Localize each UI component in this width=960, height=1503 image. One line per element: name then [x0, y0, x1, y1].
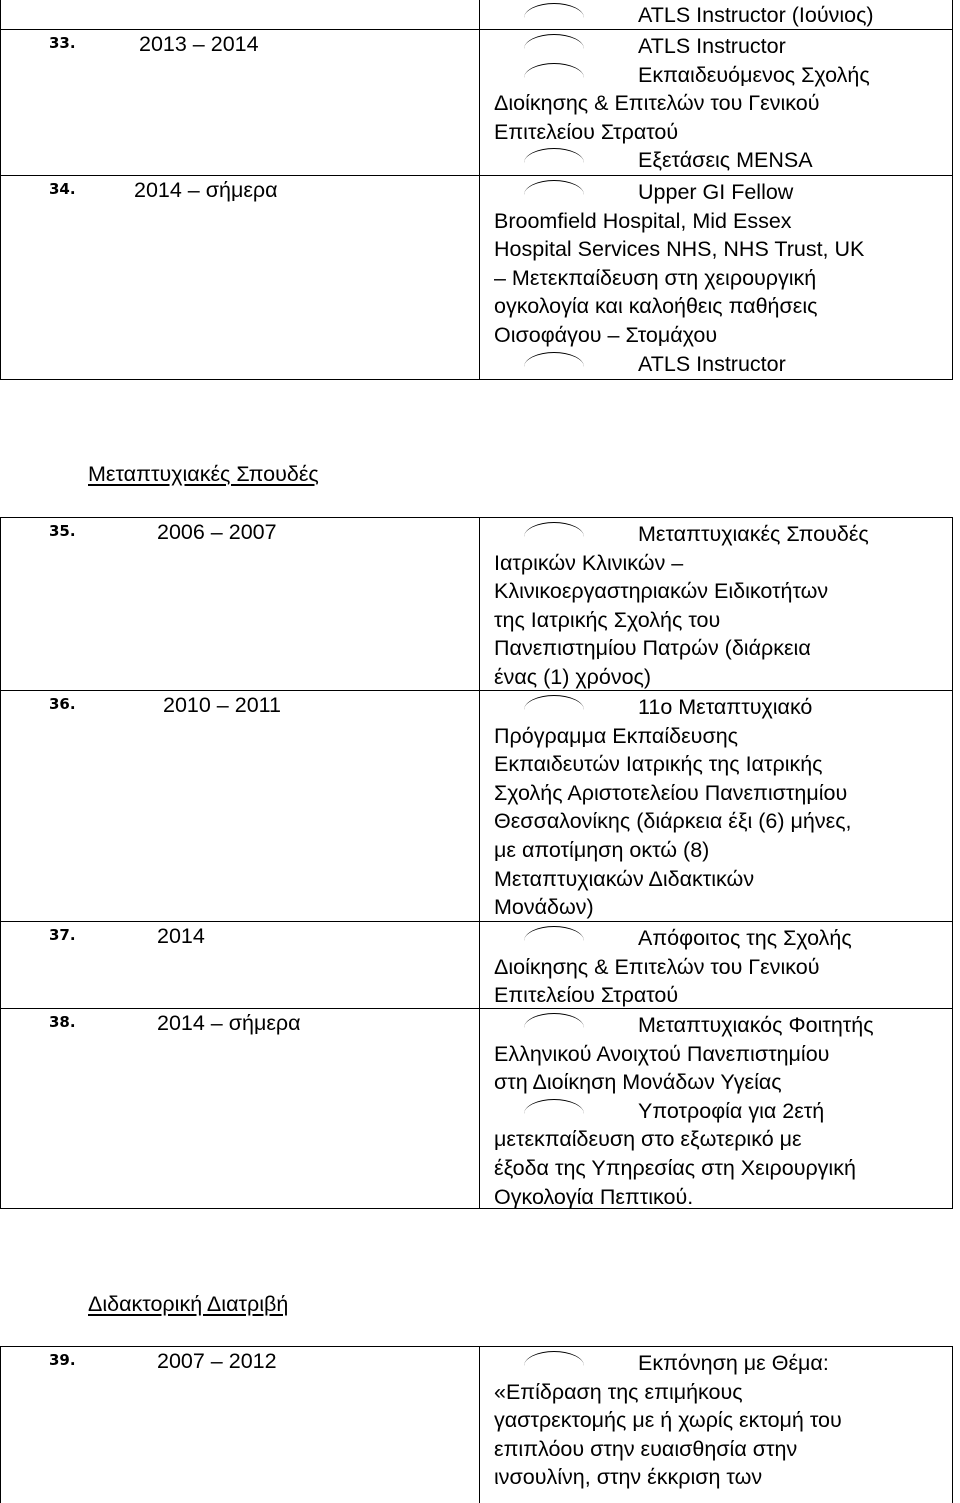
table-row: [1, 0, 952, 29]
row-description: [494, 178, 946, 378]
list-item: ATLS Instructor: [494, 350, 946, 379]
section-heading: Μεταπτυχιακές Σπουδές: [88, 462, 319, 486]
row-description: [494, 1349, 946, 1492]
table-row: [1, 690, 952, 921]
row-description: [494, 32, 946, 175]
list-item-continued: Διοίκησης & Επιτελών του Γενικού: [494, 91, 820, 116]
list-item-continued: Οισοφάγου – Στομάχου: [494, 322, 718, 347]
arc-bullet-icon: [524, 1351, 584, 1366]
list-item: Μεταπτυχιακές Σπουδές: [494, 520, 946, 549]
list-item-continued: Broomfield Hospital, Mid Essex: [494, 208, 792, 233]
list-item-continued: μετεκπαίδευση στο εξωτερικό με: [494, 1127, 802, 1152]
list-item-continued: Ιατρικών Κλινικών –: [494, 550, 684, 575]
row-number: 33.: [49, 34, 76, 52]
list-item-continued: Διοίκησης & Επιτελών του Γενικού: [494, 954, 820, 979]
arc-bullet-icon: [524, 63, 584, 78]
table-row: [1, 921, 952, 1008]
section-heading: Διδακτορική Διατριβή: [88, 1292, 289, 1316]
list-item: ATLS Instructor (Ιούνιος): [494, 1, 946, 30]
row-description: [494, 924, 946, 1010]
row-date: 2014 – σήμερα: [157, 1011, 301, 1035]
table-row: [1, 1347, 952, 1503]
list-item-continued: Μεταπτυχιακών Διδακτικών: [494, 866, 755, 891]
table-row: [1, 175, 952, 379]
row-date: 2006 – 2007: [157, 520, 277, 544]
list-item-continued: της Ιατρικής Σχολής του: [494, 607, 721, 632]
table-row: [1, 518, 952, 690]
list-item-continued: Πρόγραμμα Εκπαίδευσης: [494, 723, 739, 748]
list-item-continued: Θεσσαλονίκης (διάρκεια έξι (6) μήνες,: [494, 809, 852, 834]
list-item: Εξετάσεις MENSA: [494, 146, 946, 175]
list-item: Εκπαιδευόμενος Σχολής: [494, 61, 946, 90]
doctoral-table: [0, 1346, 953, 1503]
list-item-continued: «Επίδραση της επιμήκους: [494, 1379, 743, 1404]
list-item-continued: Σχολής Αριστοτελείου Πανεπιστημίου: [494, 780, 848, 805]
row-number: 36.: [49, 695, 76, 713]
list-item-continued: ογκολογία και καλοήθεις παθήσεις: [494, 294, 818, 319]
list-item-continued: Hospital Services NHS, NHS Trust, UK: [494, 237, 865, 262]
row-number: 38.: [49, 1013, 76, 1031]
list-item-continued: στη Διοίκηση Μονάδων Υγείας: [494, 1070, 782, 1095]
arc-bullet-icon: [524, 34, 584, 49]
row-description: [494, 1011, 946, 1211]
list-item: Απόφοιτος της Σχολής: [494, 924, 946, 953]
table-row: [1, 29, 952, 175]
row-date: 2013 – 2014: [139, 32, 259, 56]
row-number: 34.: [49, 180, 76, 198]
row-number: 39.: [49, 1351, 76, 1369]
list-item: ATLS Instructor: [494, 32, 946, 61]
list-item-continued: έξοδα της Υπηρεσίας στη Χειρουργική: [494, 1155, 856, 1180]
list-item-continued: Κλινικοεργαστηριακών Ειδικοτήτων: [494, 579, 829, 604]
row-date: 2014 – σήμερα: [134, 178, 278, 202]
arc-bullet-icon: [524, 522, 584, 537]
list-item-continued: Πανεπιστημίου Πατρών (διάρκεια: [494, 636, 811, 661]
arc-bullet-icon: [524, 926, 584, 941]
postgraduate-table: [0, 517, 953, 1209]
list-item: Εκπόνηση με Θέμα:: [494, 1349, 946, 1378]
list-item-continued: Επιτελείου Στρατού: [494, 119, 679, 144]
row-date: 2010 – 2011: [163, 693, 281, 717]
list-item-continued: Μονάδων): [494, 895, 594, 920]
list-item-continued: Ελληνικού Ανοιχτού Πανεπιστημίου: [494, 1041, 830, 1066]
arc-bullet-icon: [524, 1099, 584, 1114]
table-row: [1, 1008, 952, 1208]
list-item-continued: – Μετεκπαίδευση στη χειρουργική: [494, 265, 817, 290]
list-item-continued: ένας (1) χρόνος): [494, 664, 652, 689]
arc-bullet-icon: [524, 148, 584, 163]
row-description: [494, 1, 946, 30]
row-date: 2007 – 2012: [157, 1349, 277, 1373]
experience-table: [0, 0, 953, 380]
arc-bullet-icon: [524, 1013, 584, 1028]
row-date: 2014: [157, 924, 205, 948]
row-description: [494, 693, 946, 922]
list-item: Υποτροφία για 2ετή: [494, 1097, 946, 1126]
list-item: Upper GI Fellow: [494, 178, 946, 207]
list-item: 11ο Μεταπτυχιακό: [494, 693, 946, 722]
list-item-continued: Ογκολογία Πεπτικού.: [494, 1184, 694, 1209]
list-item-continued: επιπλόου στην ευαισθησία στην: [494, 1436, 798, 1461]
list-item-continued: με αποτίμηση οκτώ (8): [494, 837, 710, 862]
list-item-continued: Εκπαιδευτών Ιατρικής της Ιατρικής: [494, 752, 823, 777]
arc-bullet-icon: [524, 180, 584, 195]
row-number: 37.: [49, 926, 76, 944]
arc-bullet-icon: [524, 3, 584, 18]
row-description: [494, 520, 946, 692]
list-item-continued: γαστρεκτομής με ή χωρίς εκτομή του: [494, 1408, 842, 1433]
list-item-continued: Επιτελείου Στρατού: [494, 983, 679, 1008]
arc-bullet-icon: [524, 352, 584, 367]
list-item: Μεταπτυχιακός Φοιτητής: [494, 1011, 946, 1040]
row-number: 35.: [49, 522, 76, 540]
arc-bullet-icon: [524, 695, 584, 710]
list-item-continued: ινσουλίνη, στην έκκριση των: [494, 1465, 763, 1490]
